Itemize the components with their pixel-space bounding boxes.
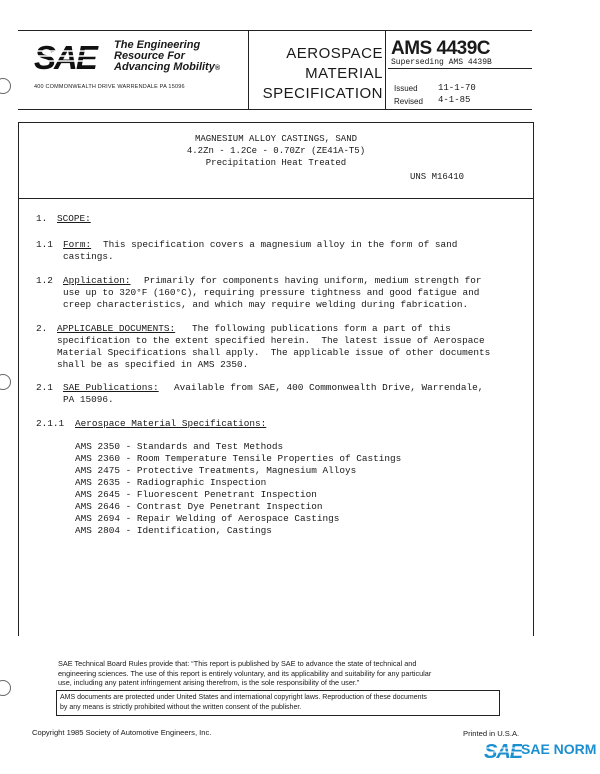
reference-item: AMS 2804 - Identification, Castings [75,525,272,536]
sae-logo [34,40,110,74]
punch-hole [0,374,11,390]
section-1-1-text: This specification covers a magnesium alloy in the form of sand [103,239,458,250]
reference-item: AMS 2645 - Fluorescent Penetrant Inspection [75,489,317,500]
reference-item: AMS 2635 - Radiographic Inspection [75,477,267,488]
composition: 4.2Zn - 1.2Ce - 0.70Zr (ZE41A-T5) [186,146,366,156]
section-1-1-text-cont: castings. [63,251,114,262]
watermark-logo [484,740,522,762]
rules-line-2: engineering sciences. The use of this report is entirely voluntary, and its applicability and suitability for any particular [58,668,432,678]
svg-text:SAE: SAE [484,741,522,762]
section-2-heading: APPLICABLE DOCUMENTS: [57,323,176,334]
reference-item: AMS 2360 - Room Temperature Tensile Properties of Castings [75,453,402,464]
copyright-notice [60,693,496,712]
uns-number: UNS M16410 [410,172,465,182]
section-2-1-text-2: PA 15096. [63,394,114,405]
reference-item: AMS 2475 - Protective Treatments, Magnesium Alloys [75,465,357,476]
reference-item: AMS 2646 - Contrast Dye Penetrant Inspection [75,501,323,512]
doc-type-line-2: MATERIAL [305,65,383,82]
section-1-1-heading: Form: [63,239,92,250]
section-1-number: 1. [36,213,48,224]
punch-hole [0,78,11,94]
notice-line-1: AMS documents are protected under United States and international copyright laws. Reproduction of these documents [60,694,427,701]
section-1-2-text: Primarily for components having uniform, medium strength for [144,275,482,286]
material-title: MAGNESIUM ALLOY CASTINGS, SAND [194,134,358,144]
condition: Precipitation Heat Treated [205,158,347,168]
document-type [250,44,383,104]
superseding-rule [388,68,532,69]
watermark-text: SAE NORM [521,741,597,757]
doc-type-line-3: SPECIFICATION [262,85,383,102]
section-2-text-4: shall be as specified in AMS 2350. [57,359,249,370]
section-1-2-text-3: creep characteristics, and which may require welding during fabrication. [63,299,469,310]
issued-date: 11-1-70 [438,83,476,93]
section-2-1-text: Available from SAE, 400 Commonwealth Drive, Warrendale, [174,382,484,393]
header-divider-right [385,30,386,109]
section-2-1-heading: SAE Publications: [63,382,159,393]
revised-date: 4-1-85 [438,95,471,105]
section-2-1-1-number: 2.1.1 [36,418,65,429]
section-1-2-number: 1.2 [36,275,53,286]
notice-line-2: by any means is strictly prohibited without the written consent of the publisher. [60,703,302,711]
tagline-line-3: Advancing Mobility® [114,61,221,73]
section-1-2-heading: Application: [63,275,131,286]
rules-line-1: SAE Technical Board Rules provide that: “This report is published by SAE to advance the state of technical and [58,659,417,668]
sae-address: 400 COMMONWEALTH DRIVE WARRENDALE PA 15096 [34,84,185,90]
issued-label: Issued [394,84,418,93]
section-1-heading: SCOPE: [57,213,91,224]
reference-item: AMS 2694 - Repair Welding of Aerospace Castings [75,513,340,524]
section-2-number: 2. [36,323,48,334]
registered-mark: ® [214,65,221,72]
section-2-text: The following publications form a part of this [192,323,451,334]
section-1-1-number: 1.1 [36,239,53,250]
section-2-1-1-heading: Aerospace Material Specifications: [75,418,267,429]
doc-type-line-1: AEROSPACE [286,45,383,62]
technical-board-rules [58,659,506,688]
section-1-2-text-2: use up to 320°F (160°C), requiring pressure tightness and good fatigue and [63,287,480,298]
superseding-note: Superseding AMS 4439B [391,58,492,67]
title-divider [18,198,534,199]
header-bottom-rule [18,109,532,110]
section-2-text-2: specification to the extent specified herein. The latest issue of Aerospace [57,335,485,346]
sae-tagline [114,40,220,74]
rules-line-3: use, including any patent infringement arising therefrom, is the sole responsibility of the user.” [58,678,360,688]
header-top-rule [18,30,532,31]
section-2-1-number: 2.1 [36,382,53,393]
copyright-line: Copyright 1985 Society of Automotive Engineers, Inc. [32,728,212,737]
spec-number: AMS 4439C [391,38,490,59]
tagline-line-1: The Engineering [114,39,201,51]
tagline-line-2: Resource For [114,50,185,62]
section-2-text-3: Material Specifications shall apply. The applicable issue of other documents [57,347,491,358]
reference-item: AMS 2350 - Standards and Test Methods [75,441,284,452]
content-frame [18,122,534,636]
punch-hole [0,680,11,696]
svg-text:SAE: SAE [34,40,96,74]
header-divider-left [248,30,249,109]
printed-in: Printed in U.S.A. [463,729,520,738]
revised-label: Revised [394,97,423,106]
